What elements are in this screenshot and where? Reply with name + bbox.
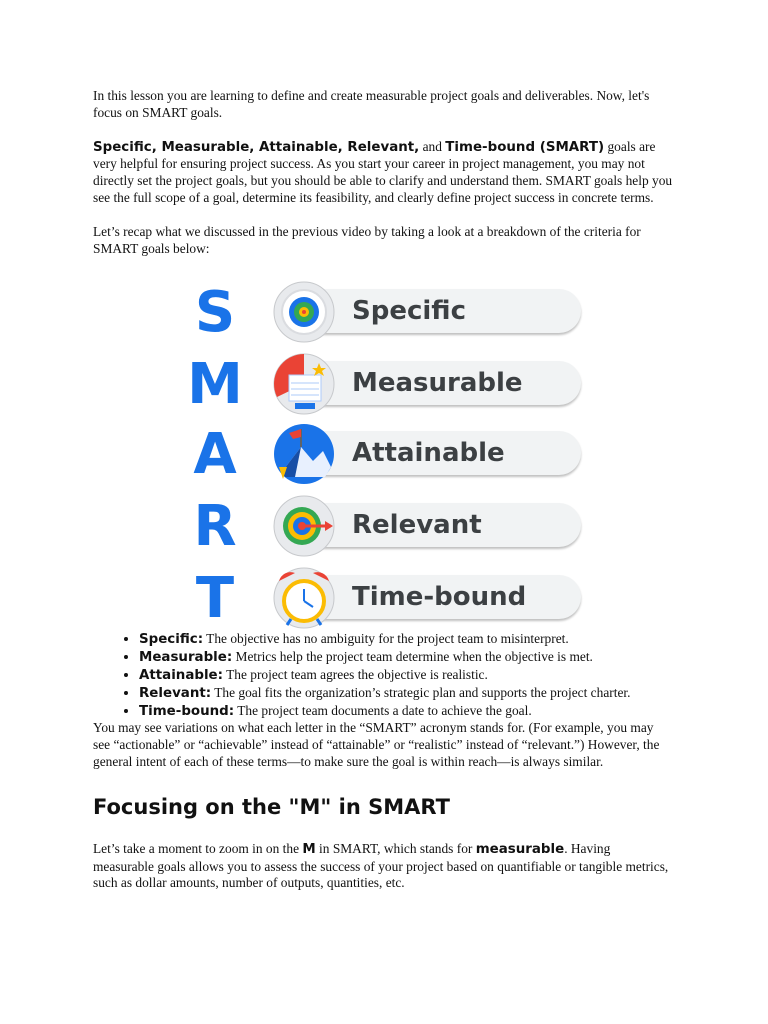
criteria-list — [93, 631, 673, 720]
criteria-desc: The project team agrees the objective is realistic. — [222, 666, 488, 682]
bullseye-icon — [273, 495, 335, 557]
criteria-desc: The objective has no ambiguity for the project team to misinterpret. — [203, 631, 569, 647]
smart-letter: A — [193, 422, 237, 488]
criteria-term: Attainable: — [139, 667, 223, 683]
criteria-term: Specific: — [139, 632, 204, 648]
smart-pill-label: Measurable — [352, 368, 523, 399]
m-bold: M — [302, 841, 316, 857]
target-icon — [273, 281, 335, 343]
measurable-text-b: in SMART, which stands for — [315, 840, 476, 856]
list-item — [139, 649, 673, 667]
smart-graphic — [93, 279, 673, 631]
smart-row-measurable — [93, 352, 673, 418]
measurable-paragraph — [93, 841, 673, 892]
smart-terms-bold: Specific, Measurable, Attainable, Relevant, — [93, 139, 420, 155]
smart-letter: M — [187, 352, 243, 418]
list-item — [139, 631, 673, 649]
criteria-term: Time-bound: — [139, 703, 235, 719]
document-page — [93, 88, 673, 892]
and-text: and — [419, 138, 446, 154]
measurable-text-c: . Having measurable goals allows you to assess the success of your project based on quantifiable or tangible metrics, such as dollar amounts, number of outputs, quantities, etc. — [93, 840, 669, 891]
smart-row-relevant — [93, 494, 673, 560]
criteria-term: Relevant: — [139, 685, 212, 701]
recap-paragraph: Let’s recap what we discussed in the previous video by taking a look at a breakdown of the criteria for SMART goals below: — [93, 223, 641, 256]
smart-row-attainable — [93, 422, 673, 488]
list-item — [139, 703, 673, 721]
criteria-desc: Metrics help the project team determine when the objective is met. — [232, 649, 593, 665]
smart-pill-label: Relevant — [352, 510, 482, 541]
criteria-desc: The project team documents a date to achieve the goal. — [234, 702, 532, 718]
measurable-text-a: Let’s take a moment to zoom in on the — [93, 840, 303, 856]
smart-pill-label: Time-bound — [352, 582, 527, 613]
variations-paragraph: You may see variations on what each letter in the “SMART” acronym stands for. (For example, you may see “actionable” or “achievable” instead of “attainable” or “realistic” instead of “relevant.”) However, the general intent of each of these terms—to make sure the goal is within reach—is always similar. — [93, 720, 660, 769]
smart-letter: T — [195, 566, 235, 632]
smart-letter: R — [193, 494, 237, 560]
smart-pill-label: Attainable — [352, 438, 505, 469]
list-item — [139, 667, 673, 685]
mountain-flag-icon — [273, 423, 335, 485]
measurable-bold: measurable — [475, 841, 565, 857]
smart-row-specific — [93, 280, 673, 346]
criteria-term: Measurable: — [139, 650, 233, 666]
smart-definition-text: goals are very helpful for ensuring project success. As you start your career in project management, you may not directly set the project goals, but you should be able to clarify and understand them. SMART goals help you see the full scope of a goal, determine its feasibility, and clearly define project success in concrete terms. — [93, 138, 673, 205]
time-bound-bold: Time-bound (SMART) — [445, 139, 605, 155]
intro-paragraph: In this lesson you are learning to define and create measurable project goals and deliverables. Now, let's focus on SMART goals. — [93, 88, 650, 120]
criteria-desc: The goal fits the organization’s strategic plan and supports the project charter. — [211, 684, 631, 700]
smart-definition-paragraph — [93, 139, 673, 207]
smart-pill-label: Specific — [352, 296, 466, 327]
smart-letter: S — [194, 280, 236, 346]
smart-row-time-bound — [93, 566, 673, 632]
list-item — [139, 685, 673, 703]
alarm-clock-icon — [273, 567, 335, 629]
section-heading: Focusing on the "M" in SMART — [93, 794, 450, 819]
chart-icon — [273, 353, 335, 415]
